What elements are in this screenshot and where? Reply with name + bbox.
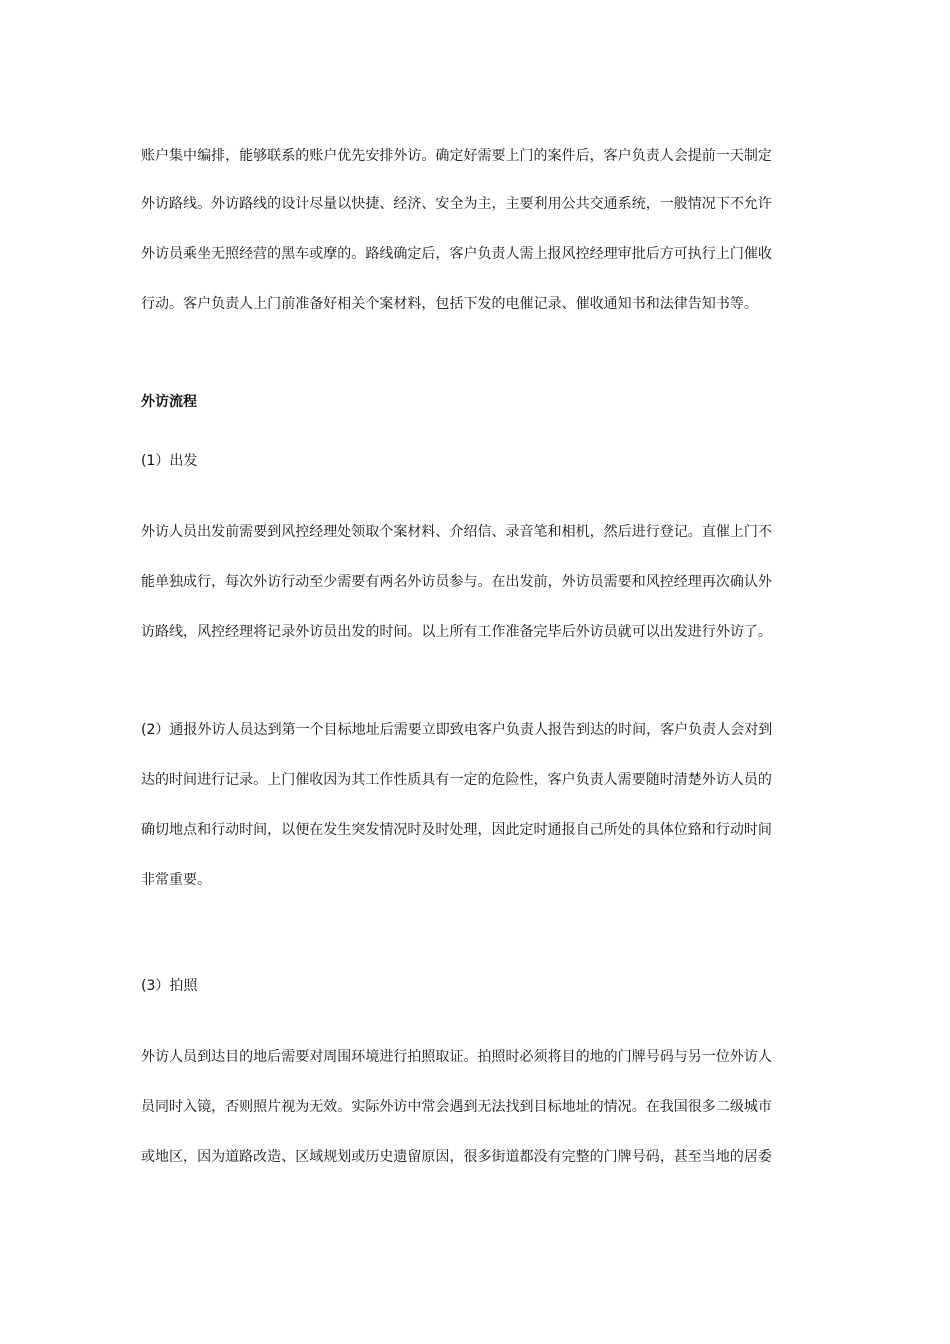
step1-body-line-3: 访路线，风控经理将记录外访员出发的时间。以上所有工作准备完毕后外访员就可以出发进行外访了。 (141, 624, 772, 640)
step2-body-line-3: 确切地点和行动时间，以便在发生突发情况时及时处理，因此定时通报自己所处的具体位臵和行动时间 (141, 822, 772, 838)
step1-heading: (1）出发 (141, 453, 198, 469)
step3-body-line-2: 员同时入镜，否则照片视为无效。实际外访中常会遇到无法找到目标地址的情况。在我国很多二级城市 (141, 1099, 772, 1115)
intro-line-3: 外访员乘坐无照经营的黑车或摩的。路线确定后，客户负责人需上报风控经理审批后方可执行上门催收 (141, 246, 772, 262)
intro-line-2: 外访路线。外访路线的设计尽量以快捷、经济、安全为主，主要利用公共交通系统，一般情况下不允许 (141, 196, 772, 212)
step1-body-line-1: 外访人员出发前需要到风控经理处领取个案材料、介绍信、录音笔和相机，然后进行登记。直催上门不 (141, 524, 772, 540)
step3-heading: (3）拍照 (141, 978, 198, 994)
step1-body-line-2: 能单独成行，每次外访行动至少需要有两名外访员参与。在出发前，外访员需要和风控经理再次确认外 (141, 574, 772, 590)
section-title: 外访流程 (141, 394, 198, 410)
step2-body-line-4: 非常重要。 (141, 872, 212, 888)
step2-body-line-2: 达的时间进行记录。上门催收因为其工作性质具有一定的危险性，客户负责人需要随时清楚外访人员的 (141, 772, 772, 788)
intro-line-4: 行动。客户负责人上门前准备好相关个案材料，包括下发的电催记录、催收通知书和法律告知书等。 (141, 296, 758, 312)
step3-body-line-3: 或地区，因为道路改造、区域规划或历史遗留原因，很多街道都没有完整的门牌号码，甚至当地的居委 (141, 1149, 772, 1165)
step2-body-line-1: (2）通报外访人员达到第一个目标地址后需要立即致电客户负责人报告到达的时间，客户负责人会对到 (141, 722, 773, 738)
intro-line-1: 账户集中编排，能够联系的账户优先安排外访。确定好需要上门的案件后，客户负责人会提前一天制定 (141, 148, 772, 164)
step3-body-line-1: 外访人员到达目的地后需要对周围环境进行拍照取证。拍照时必须将目的地的门牌号码与另一位外访人 (141, 1049, 772, 1065)
